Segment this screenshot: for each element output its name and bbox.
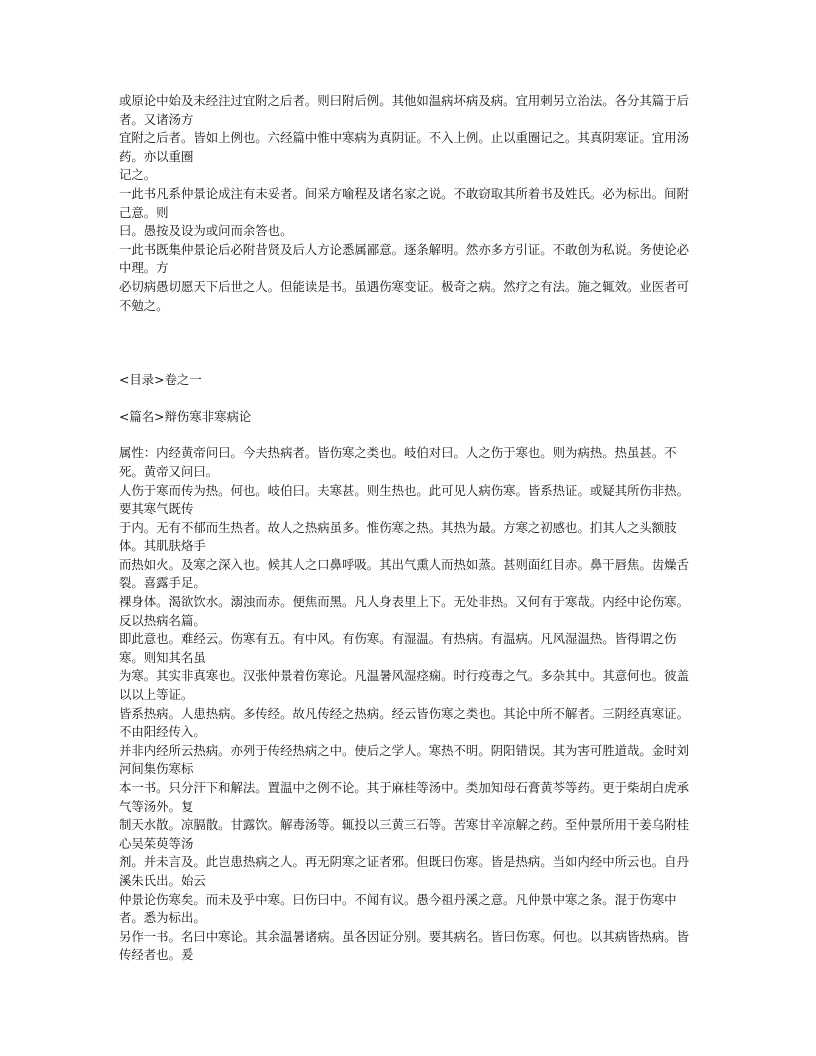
- document-page: [119, 92, 701, 965]
- preface-line: 记之。: [119, 167, 157, 183]
- body-line: 为寒。其实非真寒也。汉张仲景着伤寒论。凡温暑风湿痉痫。时行疫毒之气。多杂其中。其意何也。彼盖以以上等证。: [119, 668, 689, 703]
- body-line: 人伤于寒而传为热。何也。岐伯曰。夫寒甚。则生热也。此可见人病伤寒。皆系热证。或疑其所伤非热。要其寒气既传: [119, 482, 689, 517]
- chapter-heading: <篇名>辩伤寒非寒病论: [119, 408, 252, 424]
- body-line: 皆系热病。人患热病。多传经。故凡传经之热病。经云皆伤寒之类也。其论中所不解者。三阴经真寒证。不由阳经传入。: [119, 705, 689, 740]
- body-line: 剂。并未言及。此岂患热病之人。再无阴寒之证者邪。但既曰伤寒。皆是热病。当如内经中所云也。自丹溪朱氏出。始云: [119, 854, 689, 888]
- body-line: 而热如火。及寒之深入也。候其人之口鼻呼吸。其出气熏人而热如蒸。甚则面红目赤。鼻干唇焦。齿燥舌裂。喜露手足。: [119, 556, 689, 591]
- body-line: 并非内经所云热病。亦列于传经热病之中。使后之学人。寒热不明。阴阳错误。其为害可胜道哉。金时刘河间集伤寒标: [119, 742, 689, 777]
- body-line: 于内。无有不郁而生热者。故人之热病虽多。惟伤寒之热。其热为最。方寒之初感也。扪其人之头额肢体。其肌肤烙手: [119, 519, 677, 554]
- body-section: [119, 444, 701, 965]
- catalog-heading: <目录>卷之一: [119, 372, 202, 388]
- preface-line: 一此书凡系仲景论成注有未妥者。间采方喻程及诸名家之说。不敢窃取其所着书及姓氏。必为标出。间附己意。则: [119, 185, 689, 220]
- preface-section: [119, 92, 701, 315]
- body-line: 即此意也。难经云。伤寒有五。有中风。有伤寒。有湿温。有热病。有温病。凡风湿温热。皆得谓之伤寒。则知其名虽: [119, 631, 677, 665]
- body-line: 制天水散。凉膈散。甘露饮。解毒汤等。辄投以三黄三石等。苦寒甘辛凉解之药。至仲景所用干姜乌附桂心吴茱萸等汤: [119, 817, 689, 851]
- body-line: 裸身体。渴欲饮水。溺浊而赤。便焦而黑。凡人身表里上下。无处非热。又何有于寒哉。内经中论伤寒。反以热病名篇。: [119, 594, 689, 628]
- preface-line: 或原论中始及未经注过宜附之后者。则曰附后例。其他如温病坏病及病。宜用刺另立治法。各分其篇于后者。又诸汤方: [119, 93, 689, 127]
- body-line: 仲景论伤寒矣。而未及乎中寒。曰伤曰中。不闻有议。愚今祖丹溪之意。凡仲景中寒之条。混于伤寒中者。悉为标出。: [119, 891, 677, 926]
- preface-line: 宜附之后者。皆如上例也。六经篇中惟中寒病为真阴证。不入上例。止以重圈记之。其真阴寒证。宜用汤药。亦以重圈: [119, 130, 689, 164]
- preface-line: 必切病愚切愿天下后世之人。但能读是书。虽遇伤寒变证。极奇之病。然疗之有法。施之辄效。业医者可不勉之。: [119, 278, 689, 313]
- preface-line: 一此书既集仲景论后必附昔贤及后人方论悉属鄙意。逐条解明。然亦多方引证。不敢创为私说。务使论必中理。方: [119, 241, 689, 276]
- body-line: 属性：内经黄帝问曰。今夫热病者。皆伤寒之类也。岐伯对曰。人之伤于寒也。则为病热。热虽甚。不死。黄帝又问曰。: [119, 445, 677, 479]
- body-line: 另作一书。名曰中寒论。其余温暑诸病。虽各因证分别。要其病名。皆曰伤寒。何也。以其病皆热病。皆传经者也。爰: [119, 928, 689, 963]
- body-line: 本一书。只分汗下和解法。置温中之例不论。其于麻桂等汤中。类加知母石膏黄芩等药。更于柴胡白虎承气等汤外。复: [119, 780, 689, 814]
- preface-line: 曰。愚按及设为或问而余答也。: [119, 223, 293, 239]
